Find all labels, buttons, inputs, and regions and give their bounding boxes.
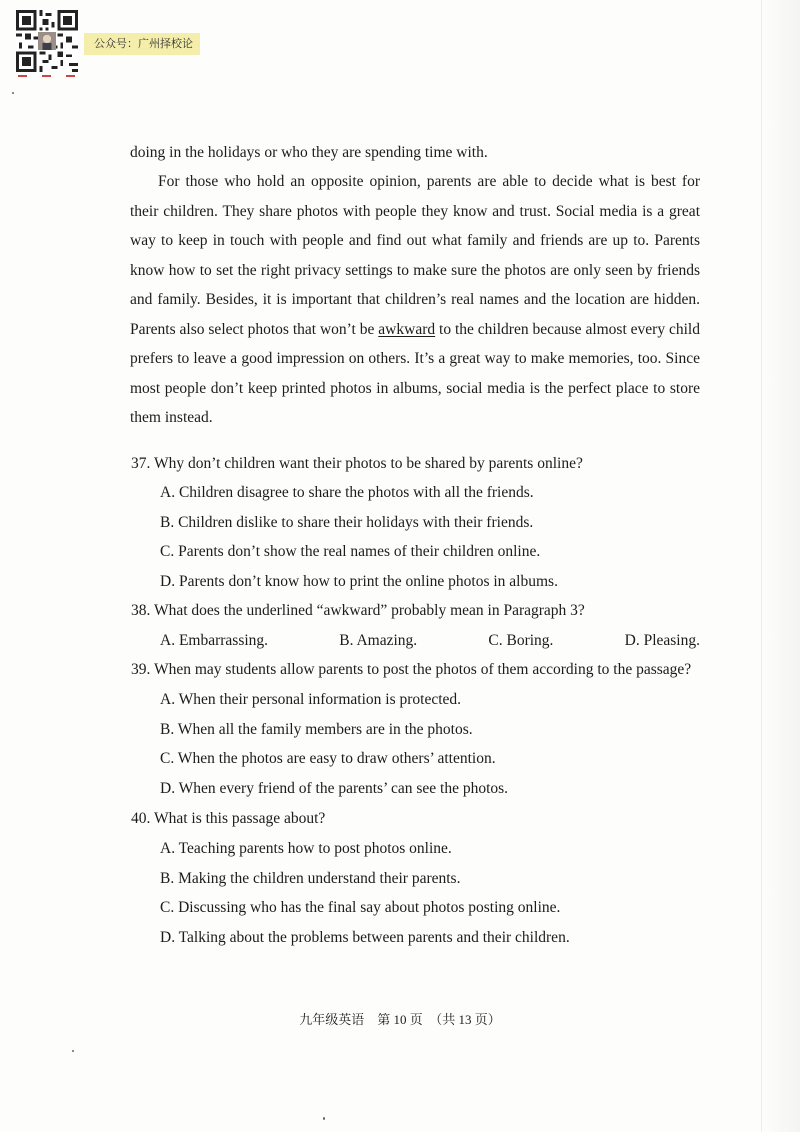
scan-edge-shadow [762,0,800,1132]
q38-option-b: B. Amazing. [339,632,418,649]
question-38: 38. What does the underlined “awkward” probably mean in Paragraph 3? [131,602,585,619]
question-40: 40. What is this passage about? [131,810,326,827]
qr-code-icon [16,10,78,72]
question-39: 39. When may students allow parents to post the photos of them according to the passage? [131,661,692,678]
scan-edge-line [761,0,762,1132]
q37-option-c: C. Parents don’t show the real names of their children online. [160,543,541,560]
q40-option-b: B. Making the children understand their parents. [160,870,461,887]
paragraph-3-text-end: to the children because almost every child prefers to leave a good impression on others. It’s a great way to make memories, too. Since most people don’t keep printed photos in albums, social media is the perfect place to store them instead. [130,320,700,426]
q38-options [160,632,700,650]
scan-speck [12,92,14,94]
q40-option-c: C. Discussing who has the final say about photos posting online. [160,899,561,916]
q38-option-a: A. Embarrassing. [160,632,269,649]
q39-option-a: A. When their personal information is protected. [160,691,462,708]
q37-option-a: A. Children disagree to share the photos with all the friends. [160,484,534,501]
q40-option-d: D. Talking about the problems between parents and their children. [160,929,570,946]
passage-continuation: doing in the holidays or who they are spending time with. [130,144,488,161]
q39-option-c: C. When the photos are easy to draw others’ attention. [160,750,496,767]
scan-speck [72,1050,74,1052]
q38-option-d: D. Pleasing. [624,632,700,649]
page-footer: 九年级英语 第 10 页 （共 13 页） [299,1012,501,1027]
q39-option-b: B. When all the family members are in the photos. [160,721,473,738]
wechat-account-banner: 公众号：广州择校论 [84,33,200,55]
qr-caption-marks [16,74,78,78]
q40-option-a: A. Teaching parents how to post photos online. [160,840,452,857]
passage-paragraph-3 [130,167,700,433]
paragraph-3-text: For those who hold an opposite opinion, parents are able to decide what is best for their children. They share photos with people they know and trust. Social media is a great way to keep in touch with people and find out what family and friends are up to. Parents know how to set the right privacy settings to make sure the photos are only seen by friends and family. Besides, it is important that children’s real names and the location are hidden. Parents also select photos that won’t be [130,173,700,338]
q39-option-d: D. When every friend of the parents’ can see the photos. [160,780,509,797]
q37-option-d: D. Parents don’t know how to print the online photos in albums. [160,573,558,590]
underlined-word: awkward [378,320,436,338]
scan-speck [323,1117,325,1120]
q37-option-b: B. Children dislike to share their holidays with their friends. [160,514,534,531]
q38-option-c: C. Boring. [488,632,554,649]
question-37: 37. Why don’t children want their photos to be shared by parents online? [131,455,583,472]
